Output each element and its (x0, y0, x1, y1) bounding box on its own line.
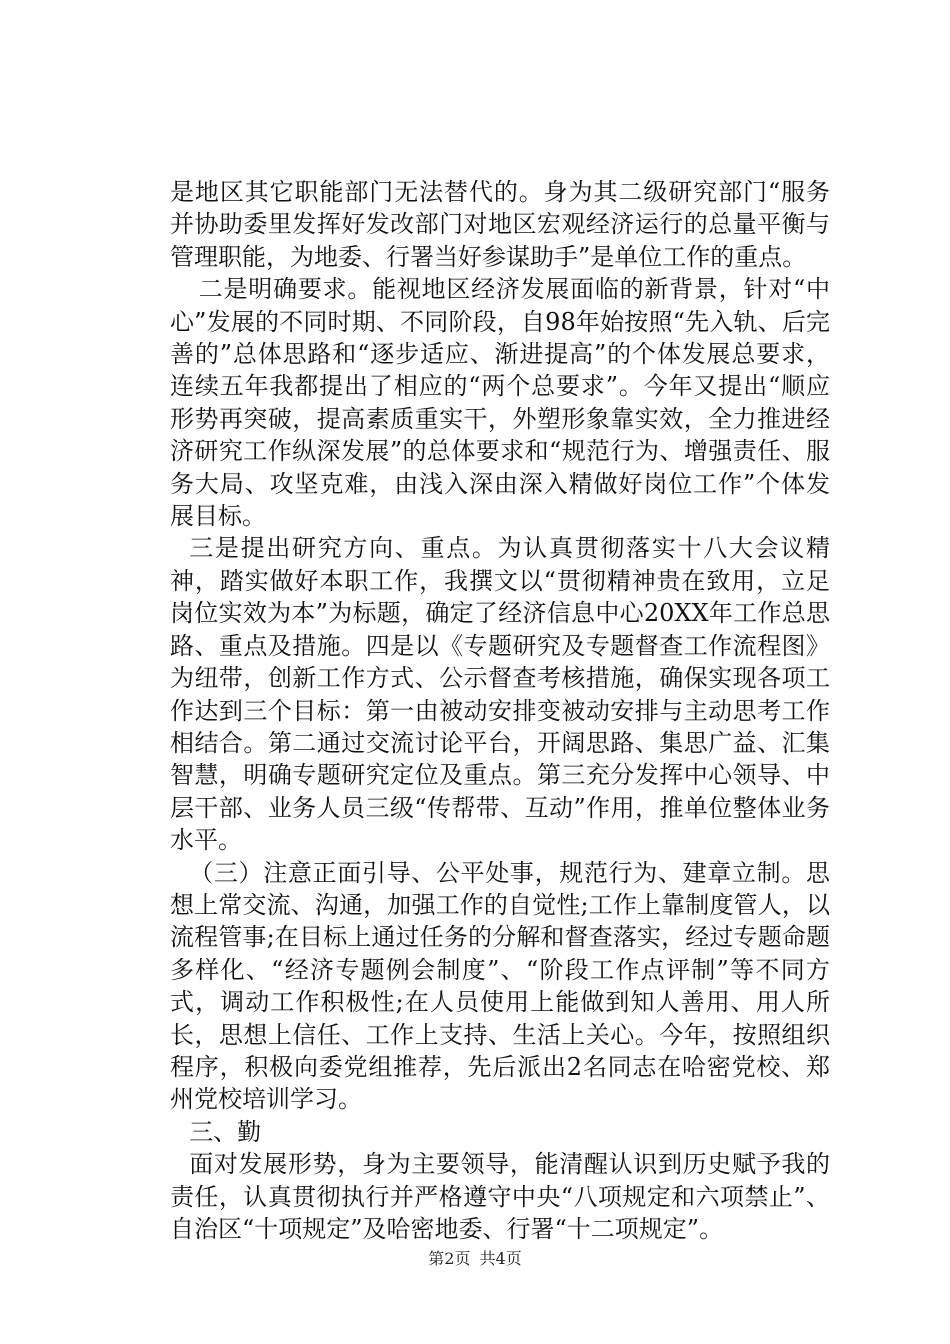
page-total: 共4页 (479, 1249, 522, 1268)
paragraph-diligence: 面对发展形势，身为主要领导，能清醒认识到历史赋予我的责任，认真贯彻执行并严格遵守中央“八项规定和六项禁止”、自治区“十项规定”及哈密地委、行署“十二项规定”。 (170, 1150, 830, 1243)
document-body (170, 176, 830, 1245)
page-footer (0, 1246, 950, 1269)
paragraph-section-three-sub: （三）注意正面引导、公平处事，规范行为、建章立制。思想上常交流、沟通，加强工作的自觉性;工作上靠制度管人，以流程管事;在目标上通过任务的分解和督查落实，经过专题命题多样化、“经济专题例会制度”、“阶段工作点评制”等不同方式，调动工作积极性;在人员使用上能做到知人善用、用人所长，思想上信任、工作上支持、生活上关心。今年，按照组织程序，积极向委党组推荐，先后派出2名同志在哈密党校、郑州党校培训学习。 (170, 858, 830, 1114)
section-heading-diligence: 三、勤 (189, 1117, 262, 1146)
paragraph-research-direction: 三是提出研究方向、重点。为认真贯彻落实十八大会议精神，踏实做好本职工作，我撰文以“贯彻精神贵在致用，立足岗位实效为本”为标题，确定了经济信息中心20XX年工作总思路、重点及措施。四是以《专题研究及专题督查工作流程图》为纽带，创新工作方式、公示督查考核措施，确保实现各项工作达到三个目标：第一由被动安排变被动安排与主动思考工作相结合。第二通过交流讨论平台，开阔思路、集思广益、汇集智慧，明确专题研究定位及重点。第三充分发挥中心领导、中层干部、业务人员三级“传帮带、互动”作用，推单位整体业务水平。 (170, 534, 830, 855)
paragraph-continuation: 是地区其它职能部门无法替代的。身为其二级研究部门“服务并协助委里发挥好发改部门对地区宏观经济运行的总量平衡与管理职能，为地委、行署当好参谋助手”是单位工作的重点。 (170, 178, 830, 271)
page-number: 第2页 (428, 1249, 471, 1268)
paragraph-requirements: 二是明确要求。能视地区经济发展面临的新背景，针对“中心”发展的不同时期、不同阶段，自98年始按照“先入轨、后完善的”总体思路和“逐步适应、渐进提高”的个体发展总要求，连续五年我都提出了相应的“两个总要求”。今年又提出“顺应形势再突破，提高素质重实干，外塑形象靠实效，全力推进经济研究工作纵深发展”的总体要求和“规范行为、增强责任、服务大局、攻坚克难，由浅入深由深入精做好岗位工作”个体发展目标。 (170, 275, 830, 531)
